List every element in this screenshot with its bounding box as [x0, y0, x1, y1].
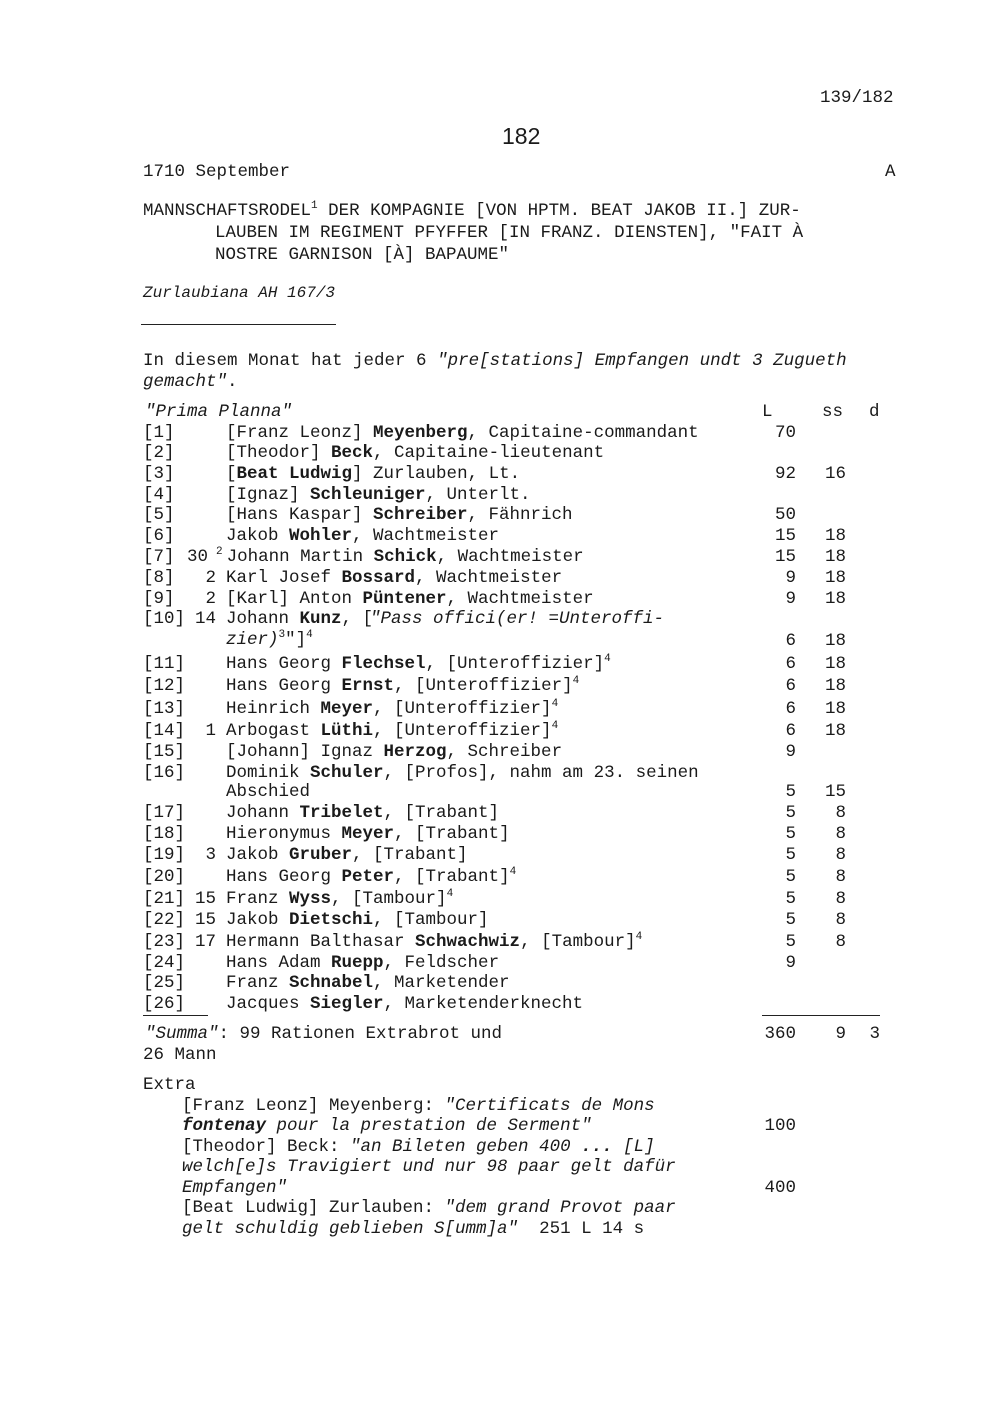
row-amount-ss: 18: [824, 526, 846, 546]
footnote-mark: 4: [446, 888, 454, 900]
entry-surname: Wohler: [289, 526, 353, 546]
entry-text: Hans Georg: [226, 654, 342, 674]
row-entry: [226, 742, 562, 762]
entry-surname: Bossard: [341, 568, 416, 588]
row-entry: [226, 526, 499, 546]
entry-surname: Siegler: [310, 994, 384, 1014]
entry-text: Hermann Balthasar: [226, 932, 416, 952]
entry-surname: Peter: [341, 867, 395, 887]
source-reference: Zurlaubiana AH 167/3: [143, 284, 336, 302]
row-amount-L: 15: [774, 547, 796, 567]
intro-quote: "pre[stations] Empfangen undt 3 Zugueth: [437, 351, 847, 371]
entry-surname: Meyer: [320, 699, 374, 719]
row-amount-ss: 8: [835, 845, 846, 865]
entry-surname: Flechsel: [341, 654, 426, 674]
schuler-ss: 15: [824, 782, 846, 802]
row-prefix-count: 3: [205, 845, 216, 865]
extra-heading: Extra: [143, 1075, 196, 1095]
entry-text: Johann: [226, 803, 300, 823]
row-amount-L: 5: [785, 824, 796, 844]
row-entry: [226, 654, 611, 674]
kunz-L: 6: [785, 631, 796, 651]
row-entry: [226, 699, 558, 719]
entry-role: , [Profos], nahm am 23. seinen: [383, 763, 699, 783]
entry-text: [Hans Kaspar]: [226, 505, 374, 525]
extra-quote: "an Bileten geben 400: [350, 1137, 582, 1157]
title-line1a: MANNSCHAFTSRODEL: [143, 201, 312, 221]
kunz-close: "]: [285, 630, 307, 650]
row-entry: [226, 803, 499, 823]
row-amount-ss: 18: [824, 547, 846, 567]
page-reference: 139/182: [820, 88, 894, 108]
entry-role: , [Unteroffizier]: [373, 699, 552, 719]
entry-role: , [Tambour]: [373, 910, 489, 930]
row-entry: [226, 824, 510, 844]
entry-role: , [Trabant]: [352, 845, 468, 865]
entry-text: [Ignaz]: [226, 485, 311, 505]
row-entry: [226, 609, 373, 629]
extra-quote: [L]: [612, 1137, 655, 1157]
entry-surname: Kunz: [299, 609, 342, 629]
row-amount-L: 6: [785, 676, 796, 696]
entry-role: , Wachtmeister: [436, 547, 584, 567]
row-amount-L: 9: [785, 568, 796, 588]
column-header-d: d: [869, 402, 880, 422]
row-amount-L: 5: [785, 910, 796, 930]
document-date: 1710 September: [143, 162, 291, 182]
row-amount-L: 9: [785, 742, 796, 762]
row-amount-ss: 8: [835, 932, 846, 952]
entry-text: Jakob: [226, 845, 290, 865]
row-amount-ss: 18: [824, 589, 846, 609]
row-prefix-count: 2: [205, 568, 216, 588]
row-entry: [226, 589, 594, 609]
entry-surname: Schuler: [310, 763, 384, 783]
schuler-continuation: Abschied: [226, 782, 311, 802]
row-amount-ss: 18: [824, 676, 846, 696]
intro-period: .: [227, 372, 238, 392]
row-number: [6]: [143, 526, 175, 546]
column-header-L: L: [762, 402, 773, 422]
entry-surname: Püntener: [362, 589, 447, 609]
summa-ss: 9: [835, 1024, 846, 1044]
row-amount-L: 9: [785, 589, 796, 609]
entry-text: [: [226, 464, 237, 484]
entry-text: [Karl] Anton: [226, 589, 363, 609]
entry-text: Heinrich: [226, 699, 321, 719]
row-amount-ss: 8: [835, 803, 846, 823]
row-amount-L: 5: [785, 845, 796, 865]
row-amount-ss: 16: [824, 464, 846, 484]
entry-text: [Johann] Ignaz: [226, 742, 384, 762]
entry-text: Hieronymus: [226, 824, 342, 844]
entry-text: Jakob: [226, 526, 290, 546]
entry-role: , [Trabant]: [383, 803, 500, 823]
entry-text: Karl Josef: [226, 568, 342, 588]
extra-line2: [182, 1116, 592, 1136]
row-number: [22]: [143, 910, 186, 930]
row-number: [15]: [143, 742, 186, 762]
summa-text: : 99 Rationen Extrabrot und: [218, 1024, 503, 1044]
entry-role: , Wachtmeister: [446, 589, 594, 609]
entry-surname: Tribelet: [299, 803, 384, 823]
entry-text: Franz: [226, 973, 290, 993]
table-end-rule: [143, 1015, 208, 1016]
row-prefix-count: 30: [186, 547, 208, 567]
schuler-L: 5: [785, 782, 796, 802]
entry-text: [Theodor]: [226, 443, 332, 463]
summa-L: 360: [764, 1024, 796, 1044]
footnote-mark: 4: [572, 675, 580, 687]
summa-d: 3: [869, 1024, 880, 1044]
summa-label: "Summa": [145, 1024, 219, 1044]
intro-text: In diesem Monat hat jeder 6: [143, 351, 438, 371]
row-prefix-count: 2: [205, 589, 216, 609]
row-entry: [226, 867, 516, 887]
entry-surname: Schwachwiz: [415, 932, 521, 952]
row-entry: [226, 676, 579, 696]
extra-line4: welch[e]s Travigiert und nur 98 paar gelt dafür: [182, 1157, 676, 1177]
footnote-mark: 4: [551, 720, 559, 732]
footnote-mark: 4: [635, 931, 643, 943]
row-number: [14]: [143, 721, 186, 741]
summa-line: [145, 1024, 502, 1044]
entry-role: , [Unteroffizier]: [425, 654, 605, 674]
entry-surname: Wyss: [289, 889, 332, 909]
extra-line1: [182, 1096, 655, 1116]
extra-line3: [182, 1137, 655, 1157]
entry-surname: Beck: [331, 443, 374, 463]
entry-role: , Capitaine-lieutenant: [373, 443, 605, 463]
row-amount-L: 5: [785, 803, 796, 823]
title-line1b: DER KOMPAGNIE [VON HPTM. BEAT JAKOB II.] ZUR-: [317, 201, 801, 221]
footnote-mark: 4: [306, 629, 313, 641]
entry-text: Hans Adam: [226, 953, 332, 973]
row-prefix-count: 1: [205, 721, 216, 741]
entry-role: , Wachtmeister: [415, 568, 563, 588]
row-amount-ss: 8: [835, 824, 846, 844]
row-amount-L: 15: [774, 526, 796, 546]
row-entry: [226, 973, 510, 993]
column-header-ss: ss: [822, 402, 844, 422]
row-entry: [226, 485, 531, 505]
row-entry: [226, 763, 699, 783]
row-number: [9]: [143, 589, 175, 609]
row-number: [4]: [143, 485, 175, 505]
row-entry: [216, 546, 584, 567]
row-entry: [226, 443, 604, 463]
row-amount-ss: 18: [824, 699, 846, 719]
row-number: [7]: [143, 547, 175, 567]
row-number: [26]: [143, 994, 186, 1014]
entry-role: , Marketender: [373, 973, 510, 993]
intro-line2: [143, 372, 238, 392]
row-entry: [226, 889, 453, 909]
footnote-mark: 2: [216, 546, 223, 558]
row-number: [16]: [143, 763, 186, 783]
footnote-mark: 4: [509, 866, 517, 878]
row-amount-L: 6: [785, 721, 796, 741]
extra-quote: "dem grand Provot paar: [444, 1198, 676, 1218]
entry-surname: Schick: [373, 547, 437, 567]
entry-text: Jakob: [226, 910, 290, 930]
extra-line6: [182, 1198, 676, 1218]
entry-surname: Gruber: [289, 845, 353, 865]
extra-amount-2: 400: [764, 1178, 796, 1198]
row-number: [24]: [143, 953, 186, 973]
row-amount-ss: 18: [824, 654, 846, 674]
footnote-mark: 1: [311, 200, 318, 212]
intro-line1: [143, 351, 847, 371]
entry-role: , Marketenderknecht: [383, 994, 584, 1014]
row-number: [17]: [143, 803, 186, 823]
extra-name: [Franz Leonz] Meyenberg:: [182, 1096, 445, 1116]
kunz-continuation: [226, 630, 313, 650]
row-number: [25]: [143, 973, 186, 993]
entry-role: , Wachtmeister: [352, 526, 500, 546]
footnote-mark: 3: [278, 629, 286, 641]
entry-role: , Unterlt.: [425, 485, 531, 505]
entry-role: , Schreiber: [446, 742, 563, 762]
entry-surname: Lüthi: [320, 721, 374, 741]
row-number: [10]: [143, 609, 186, 629]
entry-surname: Schreiber: [373, 505, 468, 525]
entry-role: , [Tambour]: [520, 932, 636, 952]
extra-quote: "Certificats de Mons: [444, 1096, 655, 1116]
entry-role: , Feldscher: [383, 953, 500, 973]
title-line3: NOSTRE GARNISON [À] BAPAUME": [215, 245, 510, 265]
row-number: [23]: [143, 932, 186, 952]
entry-role: , [Unteroffizier]: [394, 676, 573, 696]
entry-role: , Fähnrich: [467, 505, 573, 525]
entry-role: , [: [341, 609, 374, 629]
source-rule: [141, 324, 336, 325]
row-amount-L: 92: [774, 464, 796, 484]
row-entry: [226, 568, 562, 588]
extra-sum: 251 L 14 s: [518, 1219, 645, 1239]
row-entry: [226, 464, 520, 484]
intro-quote-end: gemacht": [143, 372, 228, 392]
row-number: [21]: [143, 889, 186, 909]
extra-quote: pour la prestation de Serment": [266, 1116, 592, 1136]
entry-surname: Schleuniger: [310, 485, 426, 505]
row-number: [5]: [143, 505, 175, 525]
row-amount-ss: 8: [835, 867, 846, 887]
extra-line7: [182, 1219, 644, 1239]
row-amount-ss: 8: [835, 910, 846, 930]
entry-role: , [Trabant]: [394, 867, 510, 887]
row-amount-L: 5: [785, 889, 796, 909]
entry-role: , Capitaine-commandant: [467, 423, 699, 443]
title-line2: LAUBEN IM REGIMENT PFYFFER [IN FRANZ. DIENSTEN], "FAIT À: [215, 223, 804, 243]
row-entry: [226, 423, 699, 443]
entry-surname: Ruepp: [331, 953, 384, 973]
row-amount-L: 50: [774, 505, 796, 525]
entry-surname: Ernst: [341, 676, 395, 696]
entry-role: , [Unteroffizier]: [373, 721, 552, 741]
row-entry: [226, 994, 583, 1014]
row-number: [1]: [143, 423, 175, 443]
footnote-mark: 4: [551, 698, 559, 710]
entry-text: Hans Georg: [226, 676, 342, 696]
kunz-ss: 18: [824, 631, 846, 651]
row-prefix-count: 17: [194, 932, 216, 952]
sum-rule: [762, 1015, 880, 1016]
document-number: 182: [502, 123, 541, 149]
entry-text: Johann: [226, 609, 300, 629]
footnote-mark: 4: [604, 653, 611, 665]
row-number: [8]: [143, 568, 175, 588]
row-amount-ss: 8: [835, 889, 846, 909]
row-number: [3]: [143, 464, 175, 484]
row-amount-L: 9: [785, 953, 796, 973]
kunz-remark-cont: zier): [226, 630, 279, 650]
entry-surname: Schnabel: [289, 973, 374, 993]
entry-text: Dominik: [226, 763, 311, 783]
row-entry: [226, 910, 489, 930]
entry-surname: Beat Ludwig: [236, 464, 353, 484]
row-amount-L: 6: [785, 654, 796, 674]
entry-surname: Dietschi: [289, 910, 374, 930]
row-number: [2]: [143, 443, 175, 463]
row-number: [13]: [143, 699, 186, 719]
entry-role: ] Zurlauben, Lt.: [352, 464, 521, 484]
row-amount-L: 6: [785, 699, 796, 719]
entry-text: Jacques: [226, 994, 311, 1014]
extra-emphasis: fontenay: [182, 1116, 267, 1136]
entry-text: Hans Georg: [226, 867, 342, 887]
row-entry: [226, 953, 499, 973]
entry-surname: Meyer: [341, 824, 395, 844]
extra-ellipsis: ...: [581, 1137, 613, 1157]
row-entry: [226, 932, 642, 952]
extra-amount-1: 100: [764, 1116, 796, 1136]
extra-quote: gelt schuldig geblieben S[umm]a": [182, 1219, 519, 1239]
row-amount-L: 5: [785, 932, 796, 952]
kunz-remark: "Pass offici(er! =Unteroffi-: [370, 609, 665, 629]
row-number: [18]: [143, 824, 186, 844]
row-entry: [226, 845, 468, 865]
entry-role: , [Tambour]: [331, 889, 447, 909]
row-entry: [226, 721, 558, 741]
row-number: [12]: [143, 676, 186, 696]
entry-text: Franz: [226, 889, 290, 909]
entry-surname: Herzog: [383, 742, 447, 762]
row-prefix-count: 15: [194, 910, 216, 930]
extra-line5: Empfangen": [182, 1178, 288, 1198]
extra-name: [Beat Ludwig] Zurlauben:: [182, 1198, 445, 1218]
row-number: [11]: [143, 654, 186, 674]
planna-heading: "Prima Planna": [145, 402, 293, 422]
summa-line2: 26 Mann: [143, 1045, 217, 1065]
row-prefix-count: 15: [194, 889, 216, 909]
row-amount-L: 70: [774, 423, 796, 443]
entry-role: , [Trabant]: [394, 824, 510, 844]
row-amount-L: 5: [785, 867, 796, 887]
row-prefix-count: 14: [194, 609, 216, 629]
entry-text: Arbogast: [226, 721, 321, 741]
document-letter: A: [885, 162, 896, 182]
document-title: [143, 201, 801, 221]
entry-text: Johann Martin: [226, 547, 374, 567]
row-number: [20]: [143, 867, 186, 887]
row-entry: [226, 505, 573, 525]
row-amount-ss: 18: [824, 721, 846, 741]
row-amount-ss: 18: [824, 568, 846, 588]
extra-name: [Theodor] Beck:: [182, 1137, 351, 1157]
entry-surname: Meyenberg: [373, 423, 468, 443]
entry-text: [Franz Leonz]: [226, 423, 374, 443]
row-number: [19]: [143, 845, 186, 865]
